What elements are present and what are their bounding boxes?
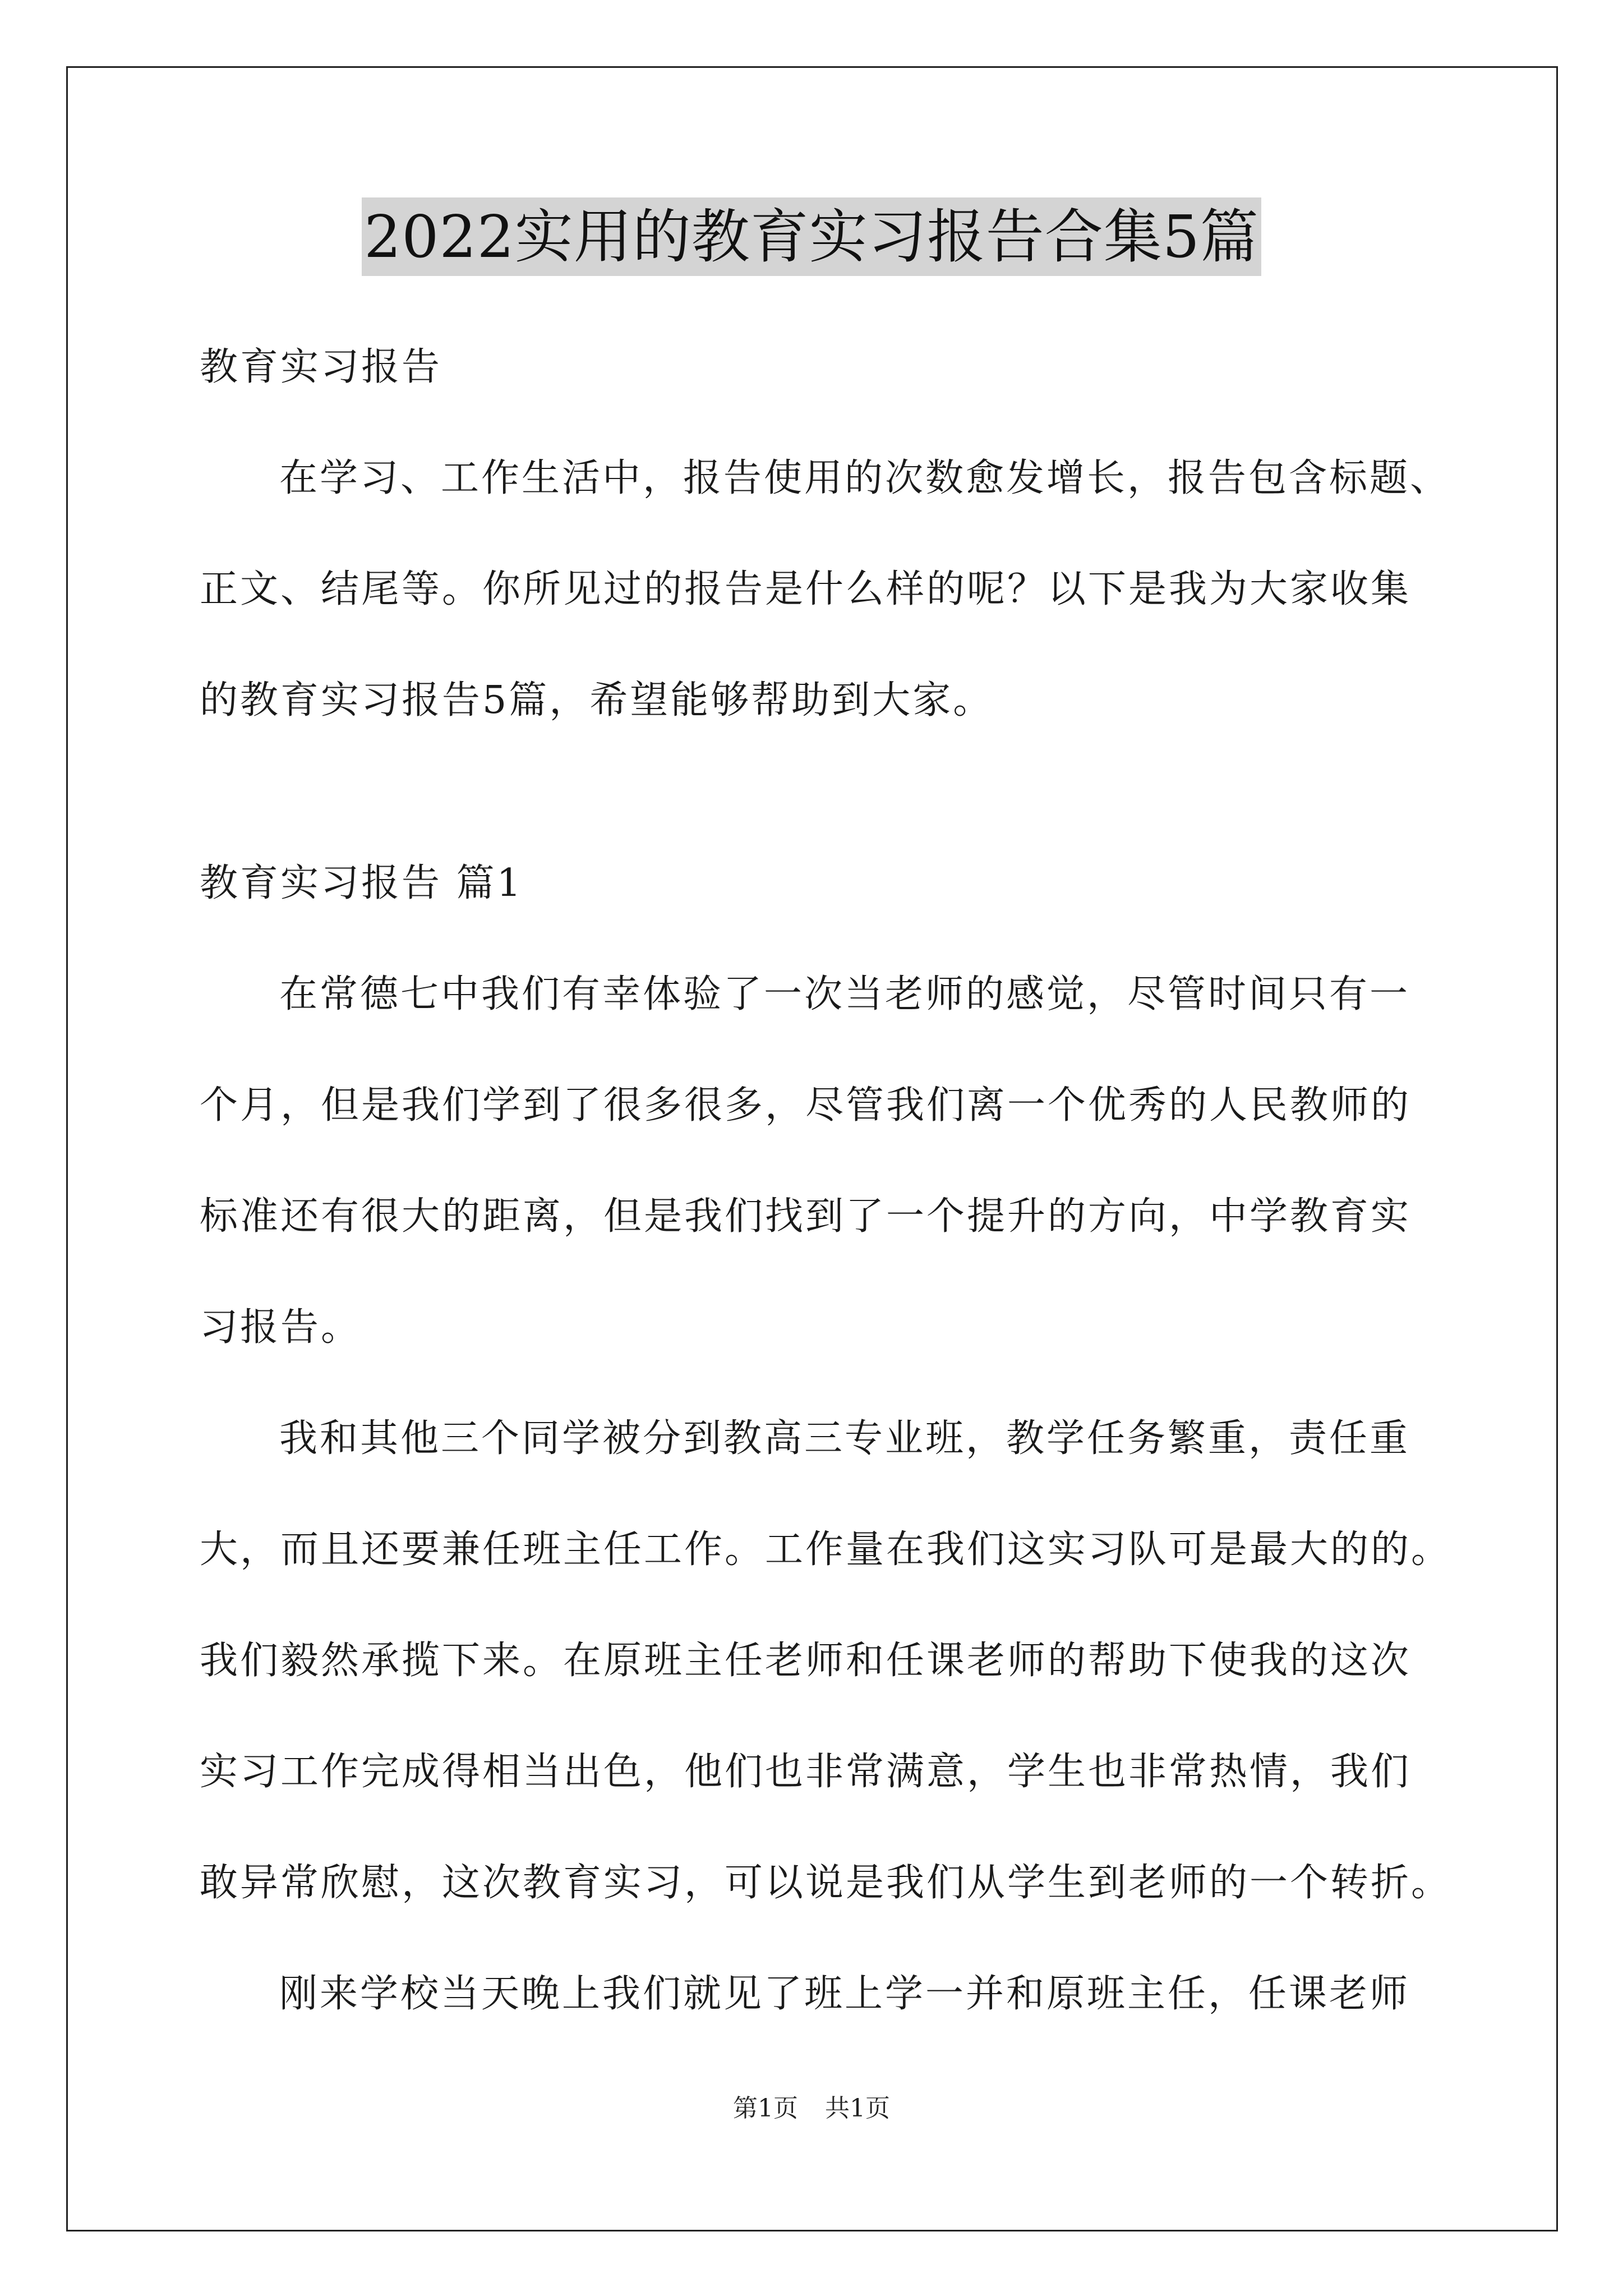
- paragraph-line: 我们毅然承揽下来。在原班主任老师和任课老师的帮助下使我的这次: [200, 1639, 1412, 1683]
- title-wrap: [0, 197, 1623, 276]
- intro-line: 正文、结尾等。你所见过的报告是什么样的呢？以下是我为大家收集: [200, 567, 1412, 611]
- paragraph-line: 标准还有很大的距离，但是我们找到了一个提升的方向，中学教育实: [200, 1194, 1412, 1239]
- document-body: [200, 312, 1461, 2050]
- page-number: 第1页: [733, 2094, 798, 2123]
- paragraph-line: 大，而且还要兼任班主任工作。工作量在我们这实习队可是最大的的。: [200, 1527, 1452, 1572]
- paragraph-line: 我和其他三个同学被分到教高三专业班，教学任务繁重，责任重: [279, 1416, 1410, 1461]
- paragraph-line: 个月，但是我们学到了很多很多，尽管我们离一个优秀的人民教师的: [200, 1083, 1412, 1128]
- document-title: 2022实用的教育实习报告合集5篇: [362, 197, 1261, 276]
- section-gap: [200, 756, 1461, 828]
- intro-line: 的教育实习报告5篇，希望能够帮助到大家。: [200, 678, 994, 723]
- paragraph-line: 实习工作完成得相当出色，他们也非常满意，学生也非常热情，我们: [200, 1750, 1412, 1794]
- paragraph-line: 刚来学校当天晚上我们就见了班上学一并和原班主任，任课老师: [279, 1972, 1410, 2016]
- intro-line: 在学习、工作生活中，报告使用的次数愈发增长，报告包含标题、: [279, 456, 1451, 500]
- paragraph-line: 敢异常欣慰，这次教育实习，可以说是我们从学生到老师的一个转折。: [200, 1861, 1452, 1905]
- intro-heading: 教育实习报告: [200, 345, 442, 389]
- paragraph-line: 习报告。: [200, 1305, 362, 1350]
- section-heading: 教育实习报告 篇1: [200, 861, 523, 905]
- paragraph-line: 在常德七中我们有幸体验了一次当老师的感觉，尽管时间只有一: [279, 972, 1410, 1016]
- page-footer: [0, 2088, 1623, 2124]
- page-total: 共1页: [825, 2094, 890, 2123]
